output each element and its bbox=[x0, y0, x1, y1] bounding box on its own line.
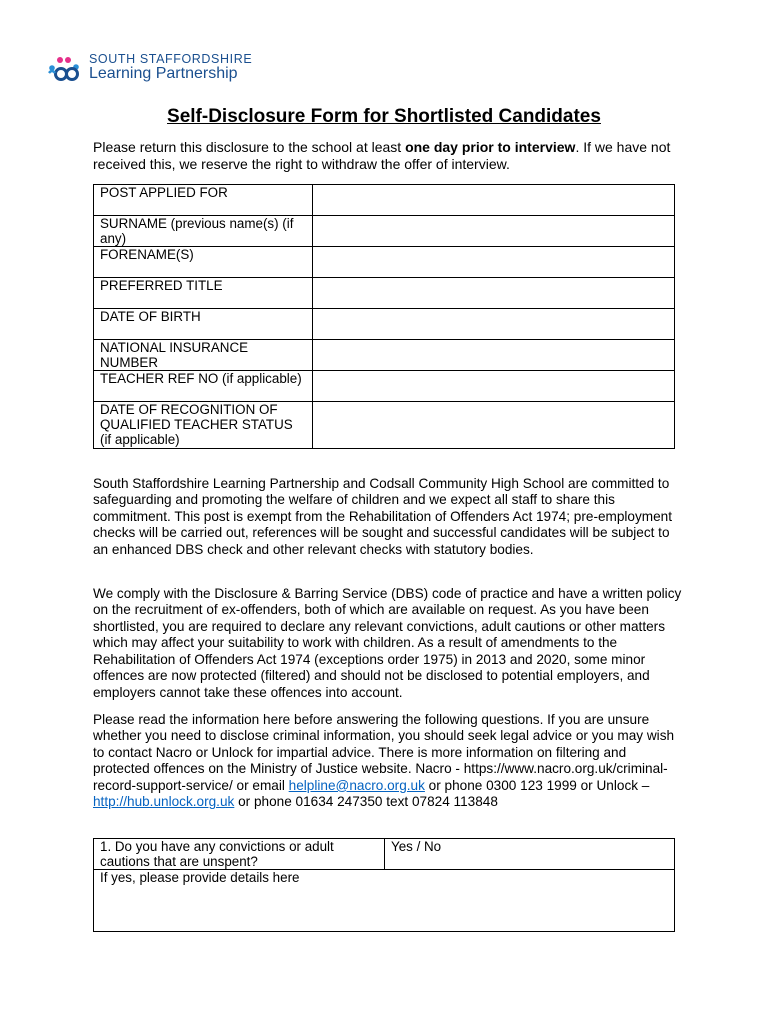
advice-text-2: or phone 0300 123 1999 or Unlock – bbox=[424, 777, 650, 793]
row-label: PREFERRED TITLE bbox=[94, 278, 313, 309]
surname-field[interactable] bbox=[313, 216, 675, 247]
yes-no-field[interactable]: Yes / No bbox=[385, 839, 675, 870]
details-field[interactable]: If yes, please provide details here bbox=[94, 870, 675, 932]
row-label: SURNAME (previous name(s) (if any) bbox=[94, 216, 313, 247]
table-row bbox=[94, 371, 675, 402]
teacher-ref-field[interactable] bbox=[313, 371, 675, 402]
table-row bbox=[94, 309, 675, 340]
people-logo-icon bbox=[48, 55, 84, 85]
safeguarding-paragraph: South Staffordshire Learning Partnership and Codsall Community High School are committed to safeguarding and promoting the welfare of children and we expect all staff to share this commitment. This post is exempt from the Rehabilitation of Offenders Act 1974; pre-employment checks will be carried out, references will be sought and successful candidates will be subject to an enhanced DBS check and other relevant checks with statutory bodies. bbox=[93, 476, 673, 557]
advice-text-3: or phone 01634 247350 text 07824 113848 bbox=[234, 794, 498, 810]
intro-text bbox=[93, 139, 683, 172]
national-insurance-field[interactable] bbox=[313, 340, 675, 371]
table-row bbox=[94, 247, 675, 278]
nacro-email-link[interactable]: helpline@nacro.org.uk bbox=[288, 777, 425, 793]
row-label: DATE OF BIRTH bbox=[94, 309, 313, 340]
qts-date-field[interactable] bbox=[313, 402, 675, 449]
table-row bbox=[94, 340, 675, 371]
advice-text-1: Please read the information here before answering the following questions. If you are unsure whether you need to disclose criminal information, you should seek legal advice or you may wish to contact Nacro or Unlock for impartial advice. There is more information on filtering and protected offences on the Ministry of Justice website. Nacro - https://www.nacro.org.uk/criminal-record-support-service/ or email bbox=[93, 712, 675, 793]
table-row bbox=[94, 185, 675, 216]
row-label: DATE OF RECOGNITION OF QUALIFIED TEACHER STATUS (if applicable) bbox=[94, 402, 313, 449]
row-label: FORENAME(S) bbox=[94, 247, 313, 278]
table-row bbox=[94, 870, 675, 932]
preferred-title-field[interactable] bbox=[313, 278, 675, 309]
row-label: POST APPLIED FOR bbox=[94, 185, 313, 216]
logo-line1: SOUTH STAFFORDSHIRE bbox=[89, 52, 253, 66]
forenames-field[interactable] bbox=[313, 247, 675, 278]
intro-after: . If we have not received this, we reserve the right to withdraw the offer of interview. bbox=[93, 139, 671, 172]
table-row bbox=[94, 216, 675, 247]
row-label: TEACHER REF NO (if applicable) bbox=[94, 371, 313, 402]
post-applied-field[interactable] bbox=[313, 185, 675, 216]
page-title: Self-Disclosure Form for Shortlisted Candidates bbox=[167, 106, 601, 127]
advice-paragraph bbox=[93, 712, 683, 811]
table-row bbox=[94, 402, 675, 449]
date-of-birth-field[interactable] bbox=[313, 309, 675, 340]
dbs-paragraph: We comply with the Disclosure & Barring Service (DBS) code of practice and have a written policy on the recruitment of ex-offenders, both of which are available on request. As you have been shortlisted, you are required to declare any relevant convictions, adult cautions or other matters which may affect your suitability to work with children. As a result of amendments to the Rehabilitation of Offenders Act 1974 (exceptions order 1975) in 2013 and 2020, some minor offences are now protected (filtered) and should not be disclosed to potential employers, and employers cannot take these offences into account. bbox=[93, 586, 682, 700]
unlock-link[interactable]: http://hub.unlock.org.uk bbox=[93, 794, 235, 810]
row-label: NATIONAL INSURANCE NUMBER bbox=[94, 340, 313, 371]
question-table bbox=[93, 838, 675, 932]
question-1-text: 1. Do you have any convictions or adult cautions that are unspent? bbox=[94, 839, 385, 870]
intro-bold: one day prior to interview bbox=[405, 139, 576, 155]
table-row bbox=[94, 839, 675, 870]
logo-line2: Learning Partnership bbox=[89, 65, 238, 82]
table-row bbox=[94, 278, 675, 309]
intro-before: Please return this disclosure to the school at least bbox=[93, 139, 406, 155]
details-table bbox=[93, 184, 675, 449]
